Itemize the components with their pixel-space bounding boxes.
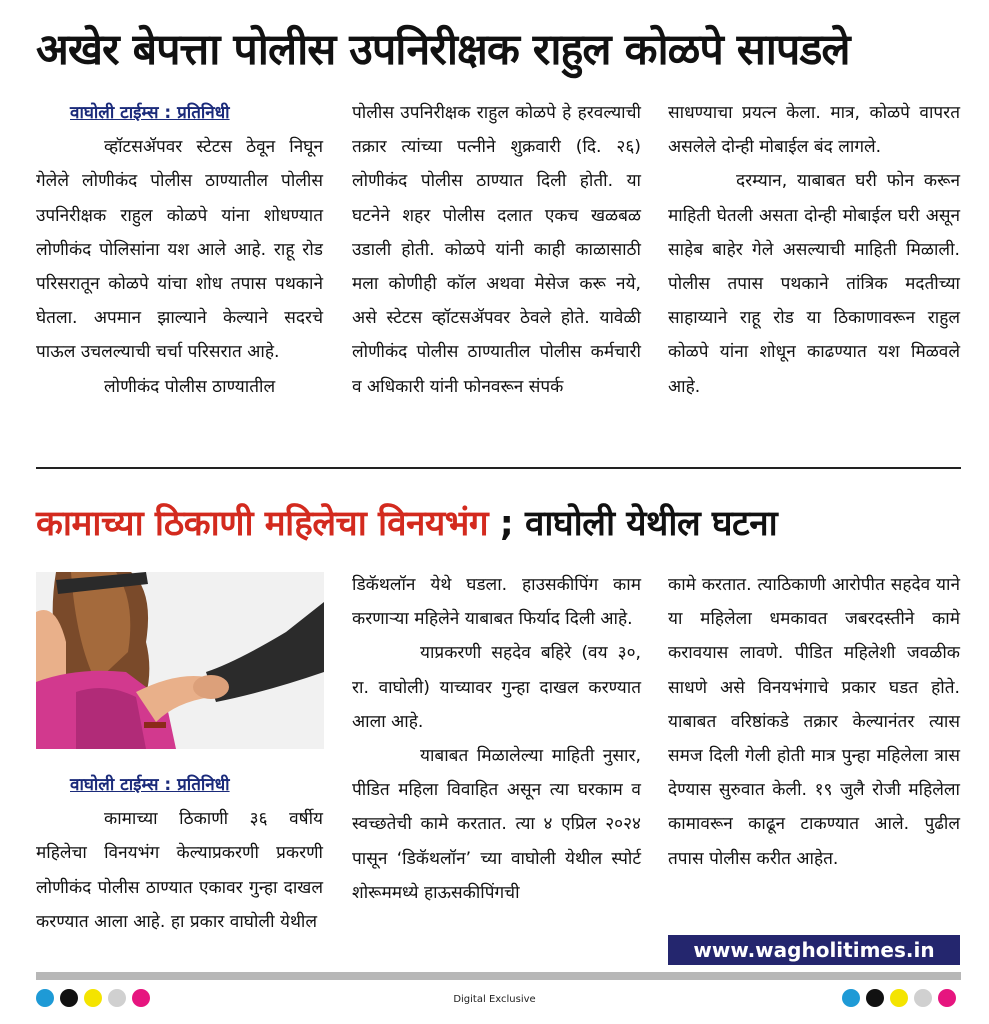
article1-column-3 xyxy=(668,96,960,404)
headline-2-black: ; वाघोली येथील घटना xyxy=(488,504,778,544)
paragraph: साधण्याचा प्रयत्न केला. मात्र, कोळपे वापरत असलेले दोन्ही मोबाईल बंद लागले. xyxy=(668,103,960,158)
yellow-dot xyxy=(890,989,908,1007)
article2-column-2 xyxy=(352,568,641,910)
paragraph: कामाच्या ठिकाणी ३६ वर्षीय महिलेचा विनयभंग केल्याप्रकरणी प्रकरणी लोणीकंद पोलीस ठाण्यात एकावर गुन्हा दाखल करण्यात आला आहे. हा प्रकार वाघोली येथील xyxy=(36,809,323,932)
paragraph: पोलीस उपनिरीक्षक राहुल कोळपे हे हरवल्याची तक्रार त्यांच्या पत्नीने शुक्रवारी (दि. २६) लोणीकंद पोलीस ठाण्यात दिली होती. या घटनेने शहर पोलीस दलात एकच खळबळ उडाली होती. कोळपे यांनी काही काळासाठी मला कोणीही कॉल अथवा मेसेज करू नये, असे स्टेटस व्हॉटसॲपवर ठेवले होते. यावेळी लोणीकंद पोलीस ठाण्यातील पोलीस कर्मचारी व अधिकारी यांनी फोनवरून संपर्क xyxy=(352,103,641,397)
website-link[interactable]: www.wagholitimes.in xyxy=(668,935,960,965)
grey-dot xyxy=(914,989,932,1007)
headline-1: अखेर बेपत्ता पोलीस उपनिरीक्षक राहुल कोळपे सापडले xyxy=(36,25,850,75)
black-dot xyxy=(866,989,884,1007)
byline: वाघोली टाईम्स : प्रतिनिधी xyxy=(70,775,230,795)
headline-2 xyxy=(36,494,961,554)
article2-column-3 xyxy=(668,568,960,876)
paragraph: व्हॉटसॲपवर स्टेटस ठेवून निघून गेलेले लोणीकंद पोलीस ठाण्यातील पोलीस उपनिरीक्षक राहुल कोळपे यांना शोधण्यात लोणीकंद पोलिसांना यश आले आहे. राहू रोड परिसरातून कोळपे यांचा शोध तपास पथकाने घेतला. अपमान झाल्याने केल्याने सदरचे पाऊल उचलल्याची चर्चा परिसरात आहे. xyxy=(36,137,323,363)
color-registration-right xyxy=(842,989,956,1007)
paragraph: कामे करतात. त्याठिकाणी आरोपीत सहदेव याने या महिलेला धमकावत जबरदस्तीने कामे करावयास लावणे. पीडित महिलेशी जवळीक साधणे असे विनयभंगाचे प्रकार घडत होते. याबाबत वरिष्ठांकडे तक्रार केल्यानंतर त्यास समज दिली गेली होती मात्र पुन्हा महिलेला त्रास देण्यास सुरुवात केली. १९ जुलै रोजी महिलेला कामावरून काढून टाकण्यात आले. पुढील तपास पोलीस करीत आहेत. xyxy=(668,575,960,869)
paragraph: दरम्यान, याबाबत घरी फोन करून माहिती घेतली असता दोन्ही मोबाईल घरी असून साहेब बाहेर गेले असल्याची माहिती मिळाली. पोलीस तपास पथकाने तांत्रिक मदतीच्या साहाय्याने राहू रोड या ठिकाणावरून राहुल कोळपे यांना शोधून काढण्यात यश मिळवले आहे. xyxy=(668,171,960,397)
article2-column-1 xyxy=(36,768,323,939)
paragraph: याबाबत मिळालेल्या माहिती नुसार, पीडित महिला विवाहित असून त्या घरकाम व स्वच्छतेची कामे करतात. त्या ४ एप्रिल २०२४ पासून ‘डिकॅथलॉन’ च्या वाघोली येथील स्पोर्ट शोरूममध्ये हाऊसकीपिंगची xyxy=(352,746,641,903)
magenta-dot xyxy=(938,989,956,1007)
cyan-dot xyxy=(842,989,860,1007)
paragraph: लोणीकंद पोलीस ठाण्यातील xyxy=(104,376,276,397)
article1-column-2 xyxy=(352,96,641,404)
section-divider xyxy=(36,467,961,469)
bottom-bar xyxy=(36,972,961,980)
article1-column-1 xyxy=(36,96,323,404)
headline-2-red: कामाच्या ठिकाणी महिलेचा विनयभंग xyxy=(36,504,489,544)
news-photo xyxy=(36,572,324,749)
byline: वाघोली टाईम्स : प्रतिनिधी xyxy=(70,103,230,123)
paragraph: डिकॅथलॉन येथे घडला. हाउसकीपिंग काम करणाऱ्या महिलेने याबाबत फिर्याद दिली आहे. xyxy=(352,575,641,630)
paragraph: याप्रकरणी सहदेव बहिरे (वय ३०, रा. वाघोली) याच्यावर गुन्हा दाखल करण्यात आला आहे. xyxy=(352,643,641,732)
footer-label: Digital Exclusive xyxy=(453,994,536,1005)
